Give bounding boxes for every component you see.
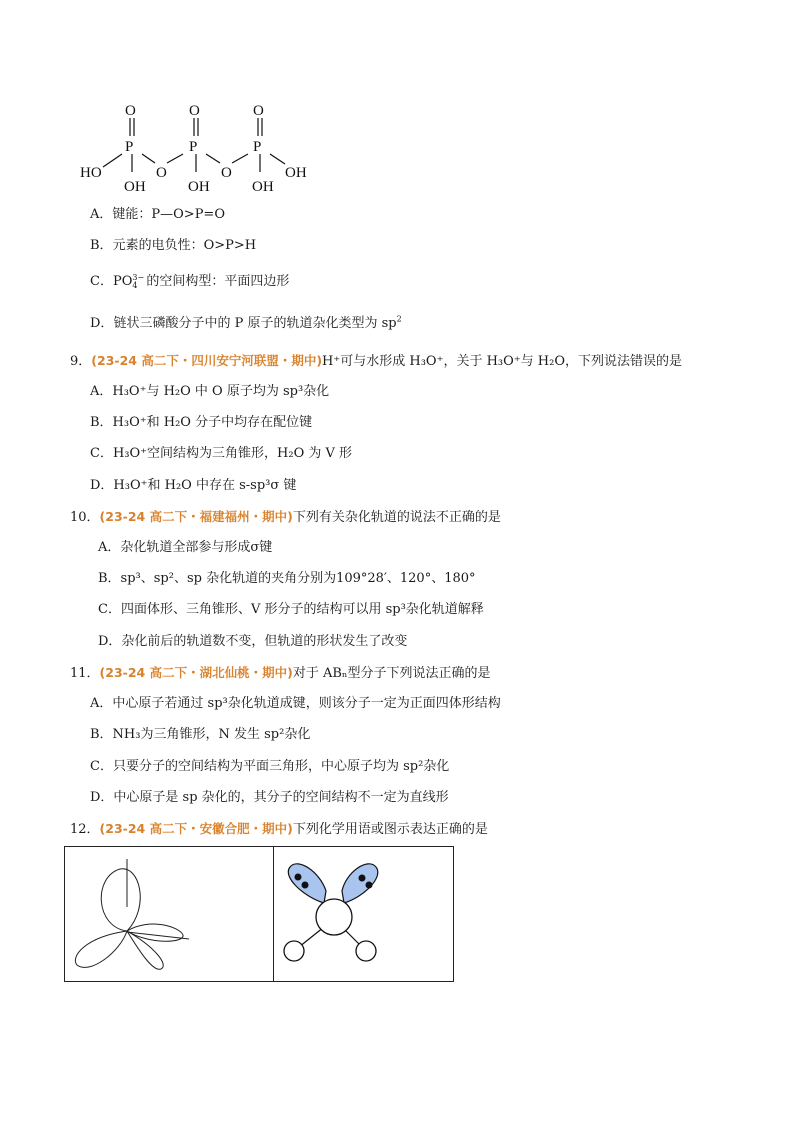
orbital-lobe bbox=[127, 931, 163, 969]
outer-atom bbox=[284, 941, 304, 961]
atom-o: O bbox=[125, 103, 136, 119]
atom-o: O bbox=[189, 103, 200, 119]
central-atom bbox=[316, 899, 352, 935]
atom-o-bridge: O bbox=[156, 165, 167, 181]
orbital-lobe bbox=[75, 931, 127, 967]
q9-option-d: D．H₃O⁺和 H₂O 中存在 s-sp³σ 键 bbox=[90, 478, 297, 493]
question-number: 9． bbox=[70, 354, 92, 369]
atom-oh: OH bbox=[188, 179, 210, 195]
atom-p: P bbox=[189, 139, 198, 155]
atom-ho: HO bbox=[80, 165, 102, 181]
option-letter: A． bbox=[90, 207, 113, 222]
ion-subscript: 4 bbox=[132, 280, 138, 290]
electron-dot bbox=[366, 882, 373, 889]
question-stem: H⁺可与水形成 H₃O⁺，关于 H₃O⁺与 H₂O，下列说法错误的是 bbox=[322, 354, 682, 369]
q9-option-c: C．H₃O⁺空间结构为三角锥形，H₂O 为 V 形 bbox=[90, 446, 353, 461]
option-text: 的空间构型：平面四边形 bbox=[146, 274, 290, 289]
option-letter: D． bbox=[90, 316, 114, 331]
question-source: (23-24 高二下・四川安宁河联盟・期中) bbox=[91, 353, 323, 368]
lone-pair-model-diagram bbox=[274, 847, 453, 981]
q8-option-d bbox=[90, 315, 402, 333]
q9-stem bbox=[70, 352, 682, 371]
q12-figure-table bbox=[64, 846, 454, 982]
q9-option-a: A．H₃O⁺与 H₂O 中 O 原子均为 sp³杂化 bbox=[90, 384, 330, 399]
q10-option-c: C．四面体形、三角锥形、V 形分子的结构可以用 sp³杂化轨道解释 bbox=[98, 602, 484, 617]
q11-option-a: A．中心原子若通过 sp³杂化轨道成键，则该分子一定为正面四体形结构 bbox=[90, 696, 501, 711]
atom-oh: OH bbox=[124, 179, 146, 195]
lone-pair-lobe bbox=[342, 864, 378, 903]
question-source: (23-24 高二下・安徽合肥・期中) bbox=[99, 821, 293, 836]
q11-option-b: B．NH₃为三角锥形，N 发生 sp²杂化 bbox=[90, 727, 311, 742]
option-text: 键能：P—O>P=O bbox=[112, 207, 225, 222]
atom-p: P bbox=[125, 139, 134, 155]
electron-dot bbox=[295, 874, 302, 881]
phosphate-ion: PO bbox=[112, 274, 133, 289]
atom-o-bridge: O bbox=[221, 165, 232, 181]
question-source: (23-24 高二下・湖北仙桃・期中) bbox=[99, 665, 293, 680]
q12-stem bbox=[70, 820, 488, 839]
q8-option-a bbox=[90, 206, 225, 224]
atom-oh: OH bbox=[285, 165, 307, 181]
atom-oh: OH bbox=[252, 179, 274, 195]
superscript: 2 bbox=[396, 314, 402, 324]
outer-atom bbox=[356, 941, 376, 961]
option-letter: C． bbox=[90, 274, 113, 289]
question-number: 10． bbox=[70, 510, 100, 525]
question-stem: 下列化学用语或图示表达正确的是 bbox=[292, 822, 488, 837]
question-source: (23-24 高二下・福建福州・期中) bbox=[99, 509, 293, 524]
option-letter: B． bbox=[90, 238, 113, 253]
sp3-orbitals-diagram bbox=[65, 847, 273, 981]
q9-option-b: B．H₃O⁺和 H₂O 分子中均存在配位键 bbox=[90, 415, 313, 430]
q11-option-c: C．只要分子的空间结构为平面三角形，中心原子均为 sp²杂化 bbox=[90, 759, 450, 774]
q10-stem bbox=[70, 508, 501, 527]
atom-p: P bbox=[253, 139, 262, 155]
triphosphoric-acid-structure bbox=[70, 92, 330, 202]
option-text: 链状三磷酸分子中的 P 原子的轨道杂化类型为 sp bbox=[113, 316, 397, 331]
q10-option-b: B．sp³、sp²、sp 杂化轨道的夹角分别为109°28′、120°、180° bbox=[98, 571, 476, 586]
q8-option-b bbox=[90, 237, 256, 255]
question-stem: 下列有关杂化轨道的说法不正确的是 bbox=[292, 510, 501, 525]
q8-option-c bbox=[90, 273, 289, 291]
question-number: 11． bbox=[70, 666, 100, 681]
electron-dot bbox=[302, 882, 309, 889]
orbital-lobe bbox=[101, 869, 140, 931]
atom-o: O bbox=[253, 103, 264, 119]
q11-option-d: D．中心原子是 sp 杂化的，其分子的空间结构不一定为直线形 bbox=[90, 790, 449, 805]
question-number: 12． bbox=[70, 822, 100, 837]
q10-option-a: A．杂化轨道全部参与形成σ键 bbox=[98, 540, 273, 555]
electron-dot bbox=[359, 875, 366, 882]
q11-stem bbox=[70, 664, 491, 683]
option-text: 元素的电负性：O>P>H bbox=[112, 238, 257, 253]
ion-charge: 3− bbox=[132, 272, 145, 282]
question-stem: 对于 ABₙ型分子下列说法正确的是 bbox=[292, 666, 491, 681]
q10-option-d: D．杂化前后的轨道数不变，但轨道的形状发生了改变 bbox=[98, 634, 408, 649]
